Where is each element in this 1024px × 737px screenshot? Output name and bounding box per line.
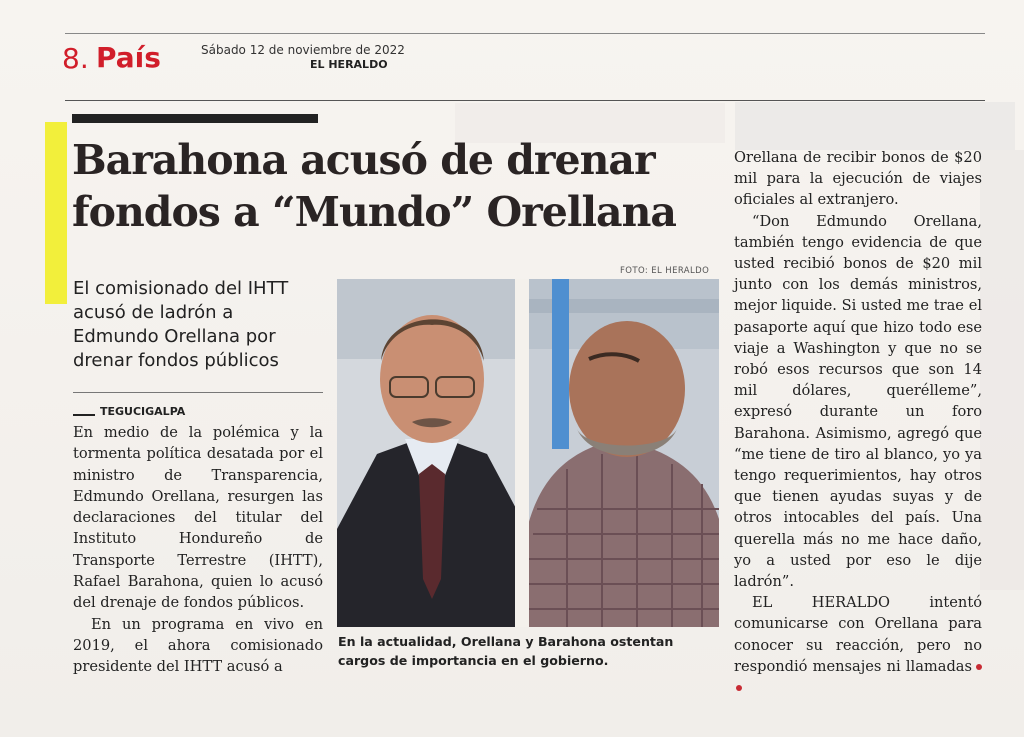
paragraph: Orellana de recibir bonos de $20 mil para la ejecución de viajes oficiales al extranjero. <box>734 149 982 209</box>
article-photo <box>337 279 719 627</box>
newspaper-name: EL HERALDO <box>310 58 388 71</box>
bleed-through-ad <box>735 102 1015 150</box>
photo-credit: FOTO: EL HERALDO <box>620 266 710 276</box>
header-rule <box>65 100 985 101</box>
body-column-1 <box>73 422 323 678</box>
page-number: 8. <box>62 42 89 75</box>
headline-bar <box>72 114 318 123</box>
section-title: País <box>96 41 161 74</box>
photo-illustration <box>337 279 719 627</box>
headline: Barahona acusó de drenar fondos a “Mundo” Orellana <box>72 136 676 236</box>
body-column-3 <box>734 147 982 698</box>
paragraph: En medio de la polémica y la tormenta política desatada por el ministro de Transparencia, Edmundo Orellana, resurgen las declaraciones del titular del Instituto Hondureño de Transporte Terrestre (IHTT), Rafael Barahona, quien lo acusó del drenaje de fondos públicos. <box>73 424 323 612</box>
highlighter-mark <box>45 122 67 304</box>
subheadline-rule <box>73 392 323 393</box>
paragraph: En un programa en vivo en 2019, el ahora comisionado presidente del IHTT acusó a <box>73 615 323 676</box>
paragraph-text: EL HERALDO intentó comunicarse con Orellana para conocer su reacción, pero no respondió mensajes ni llamadas <box>734 594 982 675</box>
bleed-through-ad <box>980 150 1024 590</box>
top-rule <box>65 33 985 34</box>
issue-date: Sábado 12 de noviembre de 2022 <box>201 43 405 57</box>
dateline-city: TEGUCIGALPA <box>100 405 186 418</box>
paragraph <box>734 592 982 698</box>
paragraph: “Don Edmundo Orellana, también tengo evidencia de que usted recibió bonos de $20 mil junto con los demás ministros, mejor liquide. Si usted me trae el pasaporte aquí que hizo todo ese viaje a Washington y que no se robó esos recursos que son 14 mil dólares, querélleme”, expresó durante un foro Barahona. Asimismo, agregó que “me tiene de tiro al blanco, yo ya tengo requerimientos, hay otros que tienen ayudas suyas y de otros intocables del país. Una querella más no me hace daño, yo a usted por eso le dije ladrón”. <box>734 212 982 591</box>
byline-dash <box>73 414 95 416</box>
subheadline: El comisionado del IHTT acusó de ladrón a Edmundo Orellana por drenar fondos públicos <box>73 278 289 371</box>
end-of-article-mark <box>976 664 982 670</box>
photo-caption: En la actualidad, Orellana y Barahona ostentan cargos de importancia en el gobierno. <box>338 634 674 668</box>
end-of-article-mark <box>736 685 742 691</box>
